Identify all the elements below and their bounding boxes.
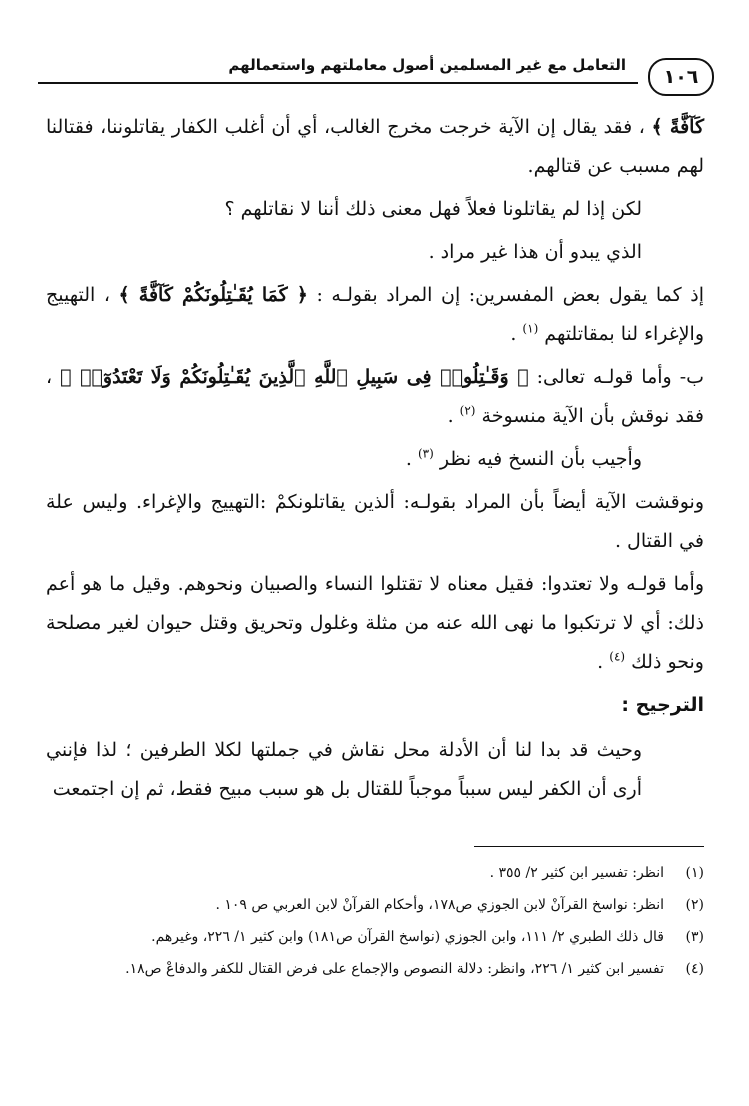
paragraph-9: وحيث قد بدا لنا أن الأدلة محل نقاش في جملتها لكلا الطرفين ؛ لذا فإنني أرى أن الكفر ليس سبباً موجباً للقتال بل هو سبب مبيح فقط، ثم إن اجتمعت — [46, 739, 642, 800]
footnote-1 — [44, 858, 704, 888]
paragraph-5-start: ب- وأما قولـه تعالى: — [536, 366, 705, 388]
header-title: التعامل مع غير المسلمين أصول معاملتهم واستعمالهم — [228, 56, 626, 74]
paragraph-4-end: ، التهييج والإغراء لنا بمقاتلتهم — [46, 284, 704, 345]
paragraph-7: ونوقشت الآية أيضاً بأن المراد بقولـه: ألذين يقاتلونكمْ :التهييج والإغراء. وليس علة في القتال . — [46, 491, 704, 552]
paragraph-6-text: وأجيب بأن النسخ فيه نظر — [439, 448, 642, 470]
body-text — [46, 108, 704, 813]
footnote-ref-3[interactable]: (٣) — [417, 446, 434, 461]
paragraph-2: لكن إذا لم يقاتلونا فعلاً فهل معنى ذلك أننا لا نقاتلهم ؟ — [224, 198, 642, 220]
paragraph-1 — [46, 108, 704, 186]
footnote-text: انظر: تفسير ابن كثير ٢/ ٣٥٥ . — [489, 865, 664, 881]
paragraph-4-stop: . — [510, 323, 517, 345]
footnote-4 — [44, 954, 704, 984]
paragraph-6 — [46, 440, 704, 479]
footnotes — [44, 858, 704, 986]
page-number: ١٠٦ — [648, 58, 714, 96]
paragraph-3: الذي يبدو أن هذا غير مراد . — [428, 241, 642, 263]
paragraph-4-start: إذ كما يقول بعض المفسرين: إن المراد بقولـه : — [316, 284, 704, 306]
footnote-number: (٢) — [685, 897, 704, 913]
footnote-number: (٣) — [685, 929, 704, 945]
footnote-number: (٤) — [685, 961, 704, 977]
footnote-text: قال ذلك الطبري ٢/ ١١١، وابن الجوزي (نواسخ القرآن ص١٨١) وابن كثير ١/ ٢٢٦، وغيرهم. — [151, 929, 664, 945]
paragraph-6-stop: . — [405, 448, 412, 470]
footnote-ref-4[interactable]: (٤) — [609, 649, 626, 664]
verse-kama-yuqatilunakum: ﴿ كَمَا يُقَـٰتِلُونَكُمْ كَآفَّةً ﴾ — [118, 284, 308, 306]
footnote-text: انظر: نواسخ القرآنْ لابن الجوزي ص١٧٨، وأحكام القرآنْ لابن العربي ص ١٠٩ . — [215, 897, 664, 913]
footnote-ref-1[interactable]: (١) — [522, 321, 539, 336]
running-header — [38, 46, 699, 102]
section-heading-tarjih: الترجيح : — [621, 694, 704, 716]
footnote-separator — [474, 846, 704, 847]
footnote-3 — [44, 922, 704, 952]
paragraph-5-end: ، فقد نوقش بأن الآية منسوخة — [46, 366, 704, 427]
header-rule — [38, 82, 638, 84]
footnote-2 — [44, 890, 704, 920]
paragraph-5-stop: . — [447, 405, 454, 427]
verse-wa-qatilu: ﴿ وَقَـٰتِلُوا۟ فِى سَبِيلِ ٱللَّهِ ٱلَّذِينَ يُقَـٰتِلُونَكُمْ وَلَا تَعْتَدُوٓا۟ ﴾ — [60, 366, 529, 388]
footnote-text: تفسير ابن كثير ١/ ٢٢٦، وانظر: دلالة النصوص والإجماع على فرض القتال للكفر والدفاعْ ص١٨. — [125, 961, 664, 977]
paragraph-5 — [46, 358, 704, 436]
paragraph-8 — [46, 565, 704, 682]
footnote-ref-2[interactable]: (٢) — [459, 403, 476, 418]
verse-end: كَآفَّةً ﴾ — [651, 116, 704, 138]
paragraph-8-stop: . — [597, 651, 604, 673]
paragraph-1-text: ، فقد يقال إن الآية خرجت مخرج الغالب، أي أن أغلب الكفار يقاتلوننا، فقتالنا لهم مسبب عن قتالهم. — [46, 116, 704, 177]
paragraph-4 — [46, 276, 704, 354]
footnote-number: (١) — [685, 865, 704, 881]
paragraph-8-text: وأما قولـه ولا تعتدوا: فقيل معناه لا تقتلوا النساء والصبيان ونحوهم. وقيل ما هو أعم ذلك: أي لا ترتكبوا ما نهى الله عنه من مثلة وغلول وتحريق وقتل حيوان لغير مصلحة ونحو ذلك — [46, 573, 704, 673]
